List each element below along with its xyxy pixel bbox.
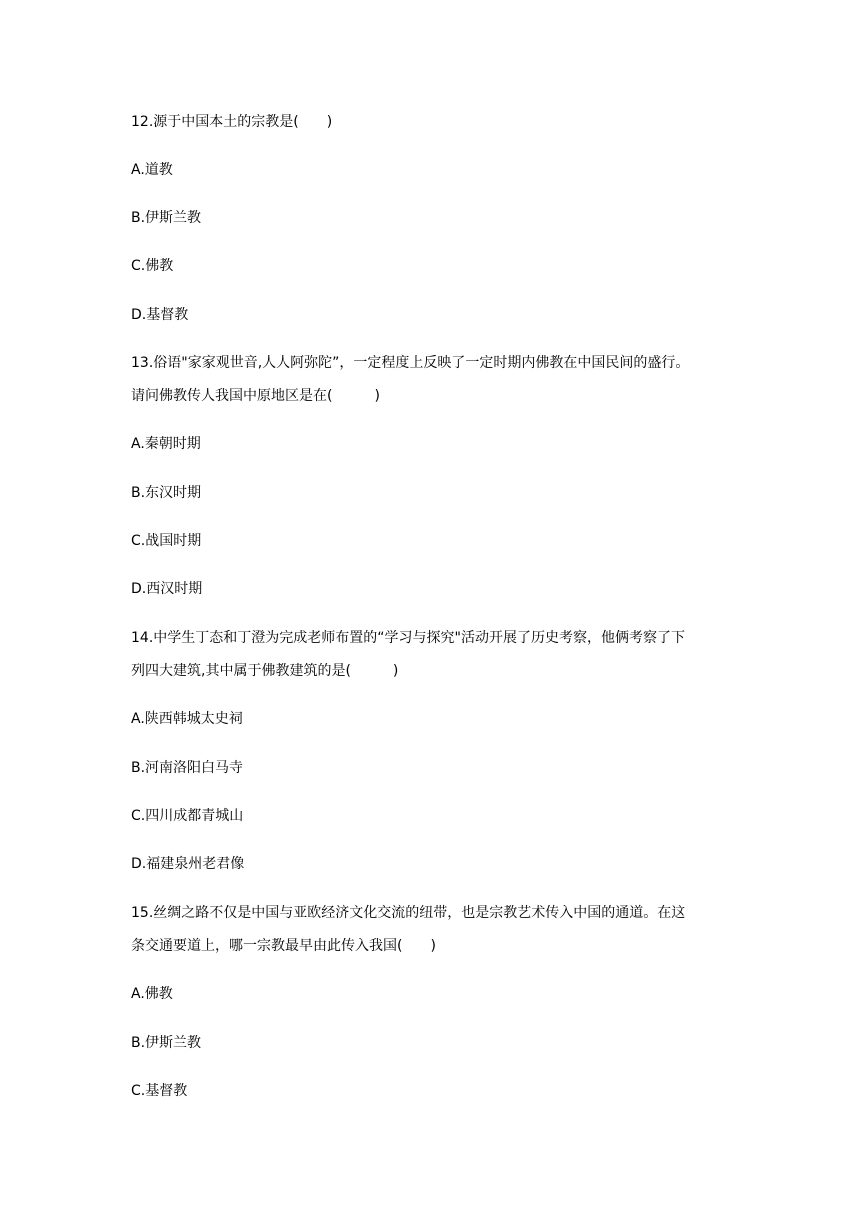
question-15-option-a: A.佛教 <box>131 986 173 1002</box>
question-12-option-c: C.佛教 <box>131 258 174 274</box>
question-15-option-c: C.基督教 <box>131 1083 188 1099</box>
question-12-option-b: B.伊斯兰教 <box>131 210 202 226</box>
question-13-option-c: C.战国时期 <box>131 533 202 549</box>
question-13-option-d: D.西汉时期 <box>131 581 203 597</box>
question-13-stem-line-1: 13.俗语"家家观世音,人人阿弥陀”，一定程度上反映了一定时期内佛教在中国民间的盛行。 <box>131 355 690 371</box>
question-14-option-d: D.福建泉州老君像 <box>131 856 245 872</box>
question-14-option-b: B.河南洛阳白马寺 <box>131 760 244 776</box>
question-12-option-a: A.道教 <box>131 162 173 178</box>
question-15-stem-line-2: 条交通要道上，哪一宗教最早由此传入我国( ) <box>131 938 436 954</box>
question-13-stem-line-2: 请问佛教传人我国中原地区是在( ) <box>131 388 380 404</box>
question-13-option-a: A.秦朝时期 <box>131 436 201 452</box>
question-13-option-b: B.东汉时期 <box>131 485 202 501</box>
question-12-stem: 12.源于中国本土的宗教是( ) <box>131 114 333 130</box>
question-12-option-d: D.基督教 <box>131 307 189 323</box>
question-14-stem-line-2: 列四大建筑,其中属于佛教建筑的是( ) <box>131 663 399 679</box>
question-15-option-b: B.伊斯兰教 <box>131 1035 202 1051</box>
question-14-stem-line-1: 14.中学生丁态和丁澄为完成老师布置的“学习与探究"活动开展了历史考察，他俩考察了下 <box>131 630 685 646</box>
question-14-option-c: C.四川成都青城山 <box>131 808 244 824</box>
question-15-stem-line-1: 15.丝绸之路不仅是中国与亚欧经济文化交流的纽带，也是宗教艺术传入中国的通道。在这 <box>131 905 686 921</box>
question-14-option-a: A.陕西韩城太史祠 <box>131 711 243 727</box>
